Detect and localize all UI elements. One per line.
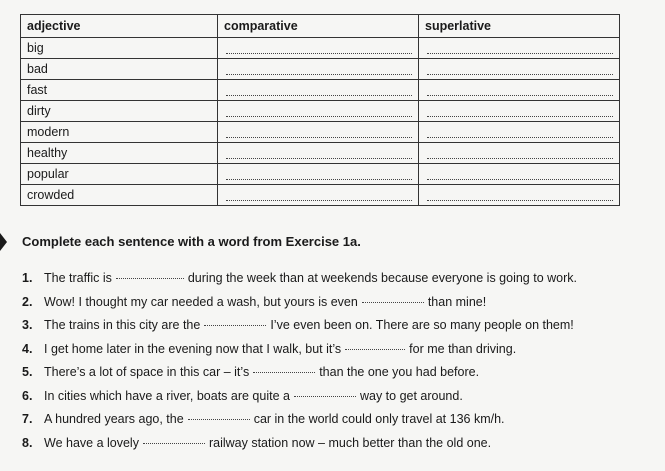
sentence-text-after: than mine! <box>427 294 487 309</box>
comparative-blank[interactable] <box>218 80 419 101</box>
sentence-list <box>22 271 577 459</box>
answer-blank[interactable] <box>116 278 184 279</box>
answer-blank[interactable] <box>345 349 405 350</box>
header-comparative: comparative <box>218 15 419 38</box>
sentence-text-after: during the week than at weekends because everyone is going to work. <box>187 271 577 285</box>
sentence-item <box>22 436 577 460</box>
exercise-instruction: Complete each sentence with a word from Exercise 1a. <box>22 234 361 249</box>
sentence-item <box>22 365 577 389</box>
sentence-text-after: way to get around. <box>359 388 463 403</box>
adjective-cell: healthy <box>21 143 218 164</box>
superlative-blank[interactable] <box>419 59 620 80</box>
sentence-text-before: The traffic is <box>44 271 112 285</box>
superlative-blank[interactable] <box>419 122 620 143</box>
comparatives-table <box>20 14 620 206</box>
comparative-blank[interactable] <box>218 101 419 122</box>
adjective-cell: bad <box>21 59 218 80</box>
answer-blank[interactable] <box>188 419 250 420</box>
sentence-number: 8. <box>22 435 33 450</box>
sentence-number: 6. <box>22 388 33 403</box>
superlative-blank[interactable] <box>419 185 620 206</box>
comparative-blank[interactable] <box>218 38 419 59</box>
sentence-text-before: A hundred years ago, the <box>44 412 184 426</box>
sentence-item <box>22 271 577 295</box>
sentence-number: 2. <box>22 294 33 309</box>
sentence-text-after: railway station now – much better than the old one. <box>208 435 492 450</box>
sentence-text-before: In cities which have a river, boats are quite a <box>44 388 290 403</box>
table-row <box>21 164 620 185</box>
table-row <box>21 185 620 206</box>
superlative-blank[interactable] <box>419 101 620 122</box>
comparative-blank[interactable] <box>218 185 419 206</box>
sentence-item <box>22 318 577 342</box>
sentence-text-after: I’ve even been on. There are so many people on them! <box>270 318 574 332</box>
adjective-cell: dirty <box>21 101 218 122</box>
sentence-text-after: car in the world could only travel at 136 km/h. <box>253 412 505 426</box>
answer-blank[interactable] <box>204 325 266 326</box>
sentence-number: 7. <box>22 412 33 426</box>
table-row <box>21 143 620 164</box>
answer-blank[interactable] <box>143 443 205 444</box>
sentence-text-before: Wow! I thought my car needed a wash, but yours is even <box>44 294 358 309</box>
table-row <box>21 59 620 80</box>
comparative-blank[interactable] <box>218 164 419 185</box>
table-header-row <box>21 15 620 38</box>
sentence-number: 4. <box>22 341 33 356</box>
header-superlative: superlative <box>419 15 620 38</box>
sentence-number: 1. <box>22 271 33 285</box>
sentence-item <box>22 295 577 319</box>
section-marker-icon <box>0 233 7 251</box>
superlative-blank[interactable] <box>419 164 620 185</box>
answer-blank[interactable] <box>253 372 315 373</box>
sentence-item <box>22 412 577 436</box>
sentence-text-after: for me than driving. <box>409 341 517 356</box>
comparative-blank[interactable] <box>218 59 419 80</box>
sentence-text-before: We have a lovely <box>44 435 139 450</box>
sentence-text-after: than the one you had before. <box>319 365 480 379</box>
adjective-cell: modern <box>21 122 218 143</box>
header-adjective: adjective <box>21 15 218 38</box>
table-row <box>21 122 620 143</box>
comparative-blank[interactable] <box>218 122 419 143</box>
answer-blank[interactable] <box>294 396 356 397</box>
table-row <box>21 101 620 122</box>
sentence-number: 5. <box>22 365 33 379</box>
adjective-cell: popular <box>21 164 218 185</box>
sentence-number: 3. <box>22 318 33 332</box>
sentence-item <box>22 389 577 413</box>
table-row <box>21 38 620 59</box>
sentence-text-before: I get home later in the evening now that I walk, but it’s <box>44 341 342 356</box>
sentence-item <box>22 342 577 366</box>
superlative-blank[interactable] <box>419 38 620 59</box>
sentence-text-before: There’s a lot of space in this car – it’s <box>44 365 250 379</box>
adjective-cell: crowded <box>21 185 218 206</box>
sentence-text-before: The trains in this city are the <box>44 318 201 332</box>
superlative-blank[interactable] <box>419 143 620 164</box>
table-row <box>21 80 620 101</box>
adjective-cell: big <box>21 38 218 59</box>
superlative-blank[interactable] <box>419 80 620 101</box>
answer-blank[interactable] <box>362 302 424 303</box>
comparative-blank[interactable] <box>218 143 419 164</box>
adjective-cell: fast <box>21 80 218 101</box>
